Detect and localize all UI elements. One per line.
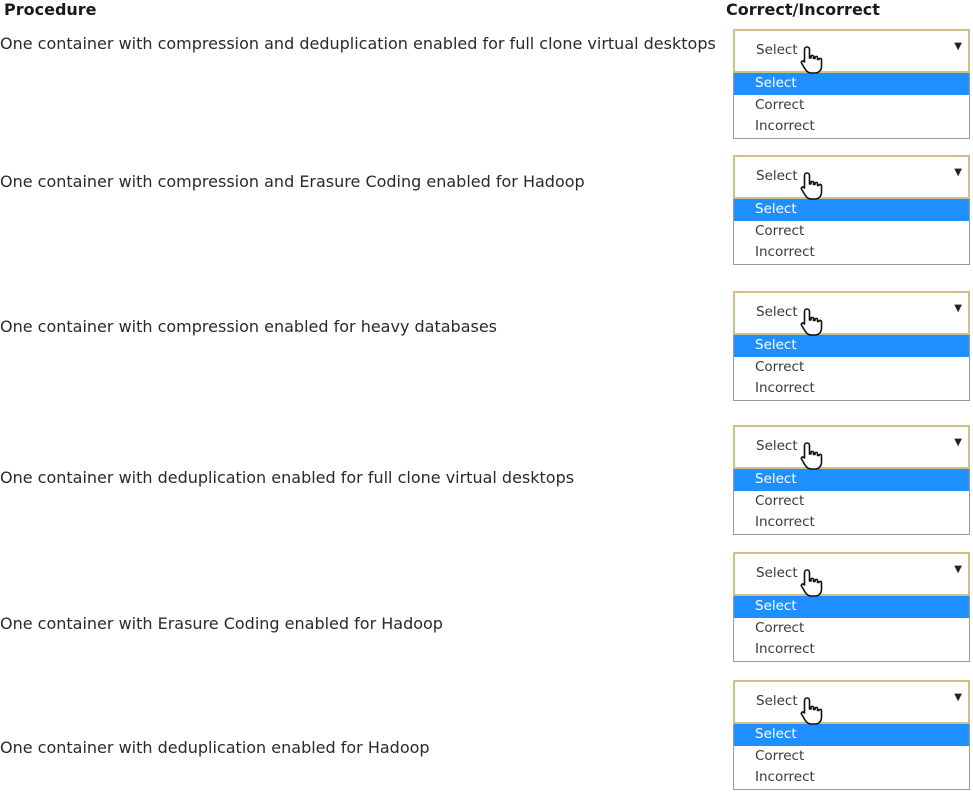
option-incorrect[interactable]: Incorrect	[755, 244, 815, 260]
option-incorrect[interactable]: Incorrect	[755, 514, 815, 530]
option-correct[interactable]: Correct	[755, 492, 805, 509]
dropdown-box[interactable]	[733, 29, 970, 73]
dropdown-value: Select	[756, 693, 798, 709]
dropdown-2[interactable]	[733, 155, 970, 265]
dropdown-box[interactable]	[733, 425, 970, 469]
option-select[interactable]: Select	[734, 335, 969, 357]
option-correct[interactable]: Correct	[755, 96, 805, 113]
hand-pointer-icon	[799, 696, 825, 728]
dropdown-5[interactable]	[733, 552, 970, 662]
option-correct[interactable]: Correct	[755, 747, 805, 764]
option-select[interactable]: Select	[734, 596, 969, 618]
option-select[interactable]: Select	[734, 199, 969, 221]
dropdown-list	[733, 199, 970, 265]
triangle-down-icon[interactable]: ▼	[954, 437, 962, 448]
dropdown-value: Select	[756, 42, 798, 58]
dropdown-1[interactable]	[733, 29, 970, 139]
option-correct[interactable]: Correct	[755, 358, 805, 375]
dropdown-box[interactable]	[733, 680, 970, 724]
dropdown-list	[733, 469, 970, 535]
dropdown-box[interactable]	[733, 291, 970, 335]
option-correct[interactable]: Correct	[755, 619, 805, 636]
triangle-down-icon[interactable]: ▼	[954, 564, 962, 575]
triangle-down-icon[interactable]: ▼	[954, 41, 962, 52]
correct-incorrect-header: Correct/Incorrect	[726, 0, 880, 19]
dropdown-value: Select	[756, 438, 798, 454]
triangle-down-icon[interactable]: ▼	[954, 167, 962, 178]
dropdown-4[interactable]	[733, 425, 970, 535]
dropdown-3[interactable]	[733, 291, 970, 401]
dropdown-box[interactable]	[733, 552, 970, 596]
dropdown-value: Select	[756, 168, 798, 184]
hand-pointer-icon	[799, 307, 825, 339]
option-incorrect[interactable]: Incorrect	[755, 118, 815, 134]
dropdown-box[interactable]	[733, 155, 970, 199]
triangle-down-icon[interactable]: ▼	[954, 303, 962, 314]
hand-pointer-icon	[799, 441, 825, 473]
dropdown-list	[733, 724, 970, 790]
dropdown-list	[733, 596, 970, 662]
dropdown-6[interactable]	[733, 680, 970, 790]
option-select[interactable]: Select	[734, 73, 969, 95]
procedure-text-3: One container with compression enabled for heavy databases	[0, 317, 498, 336]
option-select[interactable]: Select	[734, 724, 969, 746]
hand-pointer-icon	[799, 171, 825, 203]
dropdown-value: Select	[756, 565, 798, 581]
dropdown-list	[733, 335, 970, 401]
option-select[interactable]: Select	[734, 469, 969, 491]
option-incorrect[interactable]: Incorrect	[755, 769, 815, 785]
option-correct[interactable]: Correct	[755, 222, 805, 239]
option-incorrect[interactable]: Incorrect	[755, 380, 815, 396]
triangle-down-icon[interactable]: ▼	[954, 692, 962, 703]
procedure-header: Procedure	[4, 0, 97, 19]
procedure-text-1: One container with compression and deduplication enabled for full clone virtual desktops	[0, 34, 716, 53]
procedure-text-2: One container with compression and Erasure Coding enabled for Hadoop	[0, 172, 585, 191]
procedure-text-4: One container with deduplication enabled for full clone virtual desktops	[0, 468, 575, 487]
hand-pointer-icon	[799, 568, 825, 600]
option-incorrect[interactable]: Incorrect	[755, 641, 815, 657]
procedure-text-5: One container with Erasure Coding enabled for Hadoop	[0, 614, 443, 633]
procedure-text-6: One container with deduplication enabled for Hadoop	[0, 738, 430, 757]
dropdown-list	[733, 73, 970, 139]
hand-pointer-icon	[799, 45, 825, 77]
dropdown-value: Select	[756, 304, 798, 320]
